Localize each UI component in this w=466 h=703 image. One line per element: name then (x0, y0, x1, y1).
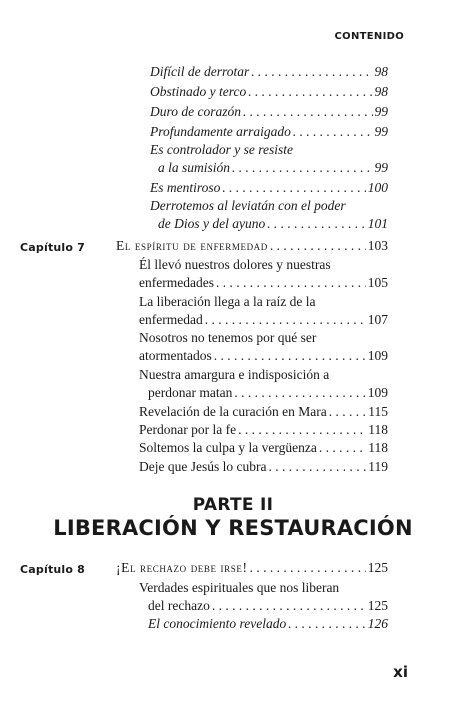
entry-text: perdonar matan (148, 385, 233, 400)
entry-text: Nuestra amargura e indisposición a (139, 367, 330, 382)
toc-entry (158, 160, 388, 176)
toc-entry (150, 64, 388, 80)
entry-text: Derrotemos al leviatán con el poder (150, 198, 346, 213)
chapter-title-line (116, 560, 388, 576)
entry-text: Duro de corazón (150, 104, 241, 119)
entry-page: 99 (374, 104, 388, 119)
dot-leader (268, 459, 366, 475)
dot-leader (248, 84, 372, 100)
dot-leader (243, 104, 373, 120)
toc-entry (139, 367, 388, 383)
entry-text: Revelación de la curación en Mara (139, 404, 327, 419)
dot-leader (205, 312, 366, 328)
entry-page: 109 (367, 385, 388, 400)
toc-entry (150, 142, 388, 158)
toc-entry (139, 275, 388, 291)
entry-page: 98 (374, 64, 388, 79)
toc-entry (150, 124, 388, 140)
toc-entry (139, 312, 388, 328)
toc-entry (139, 330, 388, 346)
entry-page: 100 (367, 180, 388, 195)
entry-page: 99 (374, 160, 388, 175)
part-number: PARTE II (192, 495, 274, 515)
entry-text: Es controlador y se resiste (150, 142, 293, 157)
entry-page: 98 (374, 84, 388, 99)
dot-leader (319, 440, 366, 456)
entry-text: Deje que Jesús lo cubra (139, 459, 267, 474)
entry-page: 126 (367, 616, 388, 631)
running-header: CONTENIDO (334, 31, 404, 42)
dot-leader (251, 64, 372, 80)
dot-leader (238, 422, 366, 438)
chapter-label: Capítulo 8 (20, 563, 86, 576)
toc-entry (139, 580, 388, 596)
entry-text: Obstinado y terco (150, 84, 247, 99)
toc-entry (139, 404, 388, 420)
entry-text: Él llevó nuestros dolores y nuestras (139, 257, 331, 272)
toc-entry (148, 385, 388, 401)
dot-leader (293, 124, 373, 140)
page-number: xi (393, 663, 408, 681)
entry-text: El conocimiento revelado (148, 616, 287, 631)
toc-entry (139, 257, 388, 273)
entry-text: Es mentiroso (150, 180, 221, 195)
dot-leader (234, 385, 365, 401)
toc-entry (139, 294, 388, 310)
chapter-title: ¡El rechazo debe irse! (116, 560, 248, 575)
toc-entry (150, 180, 388, 196)
part-title: LIBERACIÓN Y RESTAURACIÓN (53, 516, 413, 540)
dot-leader (214, 348, 366, 364)
toc-entry (139, 348, 388, 364)
dot-leader (212, 598, 366, 614)
entry-page: 109 (367, 348, 388, 363)
entry-text: a la sumisión (158, 160, 231, 175)
entry-text: del rechazo (148, 598, 210, 613)
entry-page: 119 (368, 459, 388, 474)
dot-leader (216, 275, 366, 291)
toc-entry (150, 198, 388, 214)
chapter-title: El espíritu de enfermedad (116, 238, 268, 253)
dot-leader (267, 216, 366, 232)
entry-text: de Dios y del ayuno (158, 216, 266, 231)
toc-entry (150, 104, 388, 120)
toc-entry (139, 440, 388, 456)
dot-leader (222, 180, 365, 196)
toc-entry (158, 216, 388, 232)
entry-text: Perdonar por la fe (139, 422, 237, 437)
entry-text: Nosotros no tenemos por qué ser (139, 330, 317, 345)
chapter-page: 125 (367, 560, 388, 575)
entry-text: Profundamente arraigado (150, 124, 291, 139)
entry-text: atormentados (139, 348, 212, 363)
toc-entry (139, 459, 388, 475)
entry-page: 115 (368, 404, 388, 419)
toc-entry (139, 422, 388, 438)
dot-leader (270, 238, 366, 254)
entry-page: 105 (367, 275, 388, 290)
entry-page: 125 (367, 598, 388, 613)
entry-page: 118 (368, 440, 388, 455)
chapter-label: Capítulo 7 (20, 241, 86, 254)
entry-text: Verdades espirituales que nos liberan (139, 580, 340, 595)
toc-entry (148, 616, 388, 632)
dot-leader (250, 560, 366, 576)
entry-text: La liberación llega a la raíz de la (139, 294, 316, 309)
entry-page: 101 (367, 216, 388, 231)
dot-leader (288, 616, 366, 632)
toc-entry (148, 598, 388, 614)
chapter-page: 103 (367, 238, 388, 253)
entry-text: enfermedades (139, 275, 214, 290)
dot-leader (232, 160, 372, 176)
entry-text: Difícil de derrotar (150, 64, 250, 79)
entry-text: enfermedad (139, 312, 203, 327)
entry-page: 118 (368, 422, 388, 437)
entry-page: 107 (367, 312, 388, 327)
entry-page: 99 (374, 124, 388, 139)
toc-entry (150, 84, 388, 100)
chapter-title-line (116, 238, 388, 254)
dot-leader (329, 404, 366, 420)
entry-text: Soltemos la culpa y la vergüenza (139, 440, 317, 455)
